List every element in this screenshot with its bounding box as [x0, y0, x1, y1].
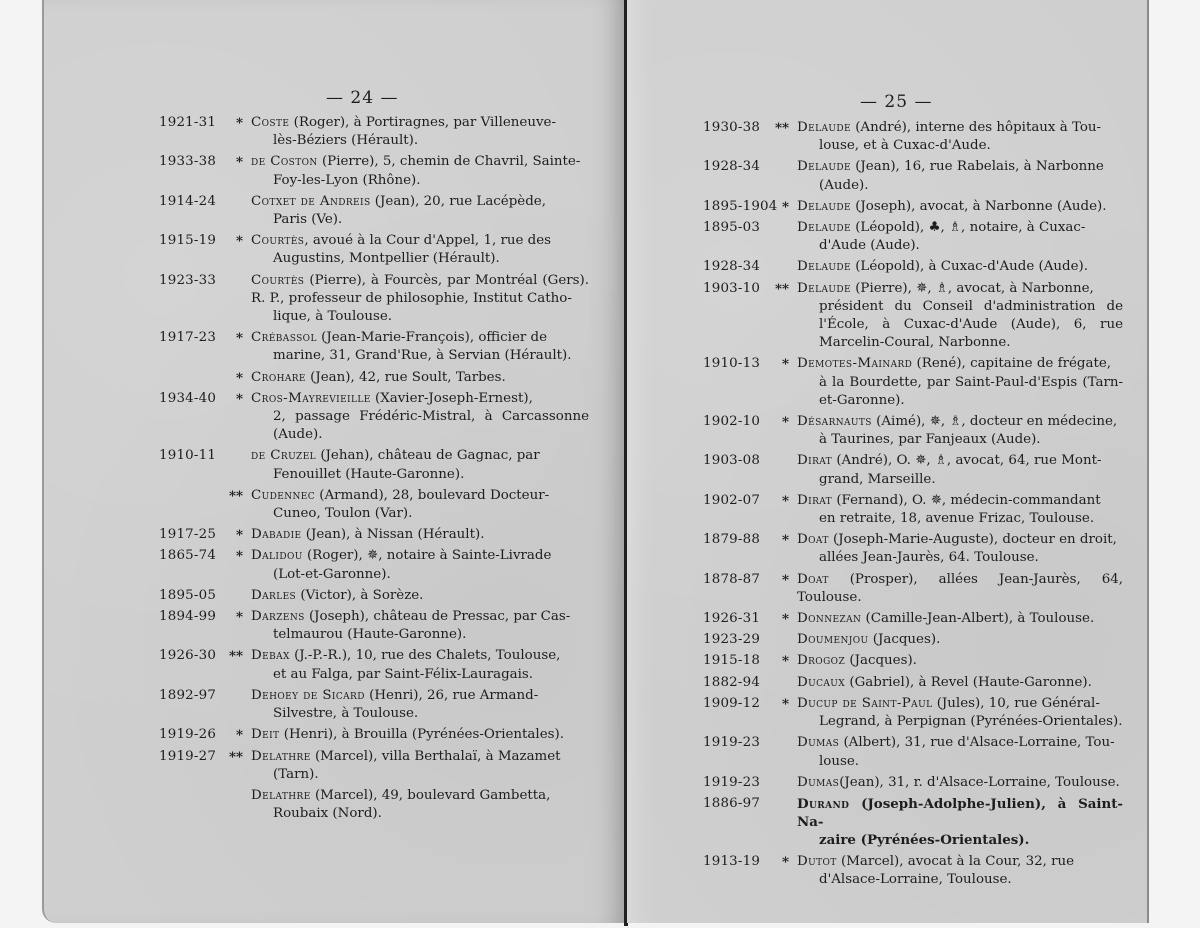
directory-entry [159, 748, 589, 784]
entry-surname: Doumenjou [797, 632, 869, 648]
entry-star-marks: * [235, 727, 243, 744]
entry-surname: Donnezan [797, 611, 862, 627]
entry-details: (Armand), 28, boulevard Docteur- [315, 487, 550, 503]
entry-years: 1934-40 [159, 390, 217, 406]
directory-entry [159, 390, 589, 445]
entry-surname: Darzens [251, 609, 305, 625]
entry-surname: Crébassol [251, 330, 317, 346]
entry-star-marks: * [781, 414, 789, 431]
entry-years: 1923-29 [703, 632, 761, 648]
entry-star-marks: ** [774, 280, 789, 297]
entry-surname: Courtès [251, 233, 305, 249]
directory-entry [159, 232, 589, 268]
entry-years: 1923-33 [159, 272, 217, 288]
entry-star-marks [765, 158, 797, 194]
entry-text [797, 413, 1123, 449]
entry-text [251, 369, 589, 387]
directory-entry [159, 608, 589, 644]
entry-years: 1915-18 [703, 653, 761, 669]
entry-details: (André), O. ✵, ♗, avocat, 64, rue Mont- [832, 453, 1102, 469]
entry-years: 1930-38 [703, 120, 761, 135]
entry-surname: Dehoey de Sicard [251, 687, 365, 703]
directory-entry [159, 726, 589, 744]
entry-years: 1913-19 [703, 853, 761, 869]
entry-text [251, 547, 589, 583]
entry-star-marks: * [781, 571, 789, 588]
entry-surname: Cros-Mayrevieille [251, 390, 371, 406]
entry-star-marks: * [235, 369, 243, 386]
entry-text [797, 119, 1123, 155]
entry-surname: Coste [251, 115, 290, 130]
entry-surname: Dirat [797, 453, 833, 469]
directory-entry [703, 853, 1123, 889]
entry-details: (Camille-Jean-Albert), à Toulouse. [861, 611, 1095, 627]
entry-star-marks [765, 219, 797, 255]
entry-surname: Delaude [797, 220, 851, 236]
entry-details: (Aimé), ✵, ♗, docteur en médecine, [871, 414, 1118, 430]
entry-details: (Marcel), 49, boulevard Gambetta, [310, 787, 551, 803]
entry-star-marks [219, 447, 251, 483]
entry-years: 1919-23 [703, 774, 761, 790]
entry-continuation: (Aude). [819, 177, 869, 193]
entry-details: (Albert), 31, rue d'Alsace-Lorraine, Tou- [839, 735, 1115, 751]
entry-text [797, 652, 1123, 670]
entry-star-marks: * [235, 330, 243, 347]
entry-years: 1917-25 [159, 527, 217, 543]
entry-star-marks [765, 674, 797, 692]
directory-entry [159, 787, 589, 823]
entry-text [251, 153, 589, 189]
entry-continuation: Fenouillet (Haute-Garonne). [273, 466, 465, 482]
entry-continuation: Augustins, Montpellier (Hérault). [273, 251, 500, 267]
entry-details: (Fernand), O. ✵, médecin-commandant [832, 492, 1101, 508]
entry-surname: Ducaux [797, 674, 846, 690]
entry-years: 1903-10 [703, 280, 761, 296]
entry-surname: Delaude [797, 280, 851, 296]
entry-years: 1926-30 [159, 648, 217, 664]
entry-text [797, 774, 1123, 792]
directory-entry [703, 119, 1123, 155]
entry-details: (Pierre), ✵, ♗, avocat, à Narbonne, [850, 280, 1094, 296]
entry-years: 1921-31 [159, 115, 217, 130]
entry-surname: Debax [251, 648, 290, 664]
right-entry-list [703, 119, 1123, 889]
entry-details: (Léopold), ♣, ♗, notaire, à Cuxac- [850, 220, 1086, 236]
entry-years: 1903-08 [703, 453, 761, 469]
entry-years: 1910-11 [159, 448, 217, 464]
entry-text [797, 452, 1123, 488]
directory-entry [703, 695, 1123, 731]
entry-details: (Jean), 31, r. d'Alsace-Lorraine, Toulouse. [839, 774, 1120, 790]
entry-details: (Jacques). [845, 653, 917, 669]
entry-star-marks: * [781, 695, 789, 712]
entry-years: 1919-23 [703, 735, 761, 751]
entry-details: (René), capitaine de frégate, [912, 356, 1112, 372]
entry-continuation: d'Aude (Aude). [819, 238, 920, 254]
directory-entry [703, 258, 1123, 276]
entry-surname: Ducup de Saint-Paul [797, 695, 933, 711]
entry-details: (Jean), à Nissan (Hérault). [301, 527, 485, 543]
entry-continuation: d'Alsace-Lorraine, Toulouse. [819, 871, 1012, 887]
entry-text [251, 526, 589, 544]
entry-star-marks: * [781, 853, 789, 870]
entry-years: 1910-13 [703, 356, 761, 372]
entry-star-marks: * [781, 532, 789, 549]
entry-continuation: Cuneo, Toulon (Var). [273, 506, 413, 522]
entry-text [797, 158, 1123, 194]
entry-text [251, 114, 589, 150]
entry-details: (Roger), ✵, notaire à Sainte-Livrade [302, 548, 552, 564]
entry-details: (Marcel), avocat à la Cour, 32, rue [836, 853, 1075, 869]
entry-continuation: à la Bourdette, par Saint-Paul-d'Espis (Tarn-et-Garonne). [819, 374, 1123, 408]
entry-text [797, 531, 1123, 567]
entry-star-marks [765, 795, 797, 850]
entry-continuation: telmaurou (Haute-Garonne). [273, 627, 467, 643]
entry-text [251, 587, 589, 605]
entry-details: (J.-P.-R.), 10, rue des Chalets, Toulouse, [289, 648, 561, 664]
entry-star-marks: ** [228, 487, 243, 504]
entry-surname: Dirat [797, 492, 833, 508]
entry-details: (Joseph-Marie-Auguste), docteur en droit, [828, 532, 1117, 548]
entry-star-marks [765, 452, 797, 488]
entry-text [797, 674, 1123, 692]
directory-entry [703, 795, 1123, 850]
entry-details: (Pierre), à Fourcès, par Montréal (Gers). R. P., professeur de philosophie, Institut Catho- [251, 272, 589, 306]
directory-entry [159, 447, 589, 483]
entry-text [251, 232, 589, 268]
directory-entry [159, 547, 589, 583]
directory-entry [159, 526, 589, 544]
entry-star-marks: * [235, 390, 243, 407]
entry-years: 1919-27 [159, 748, 217, 764]
entry-star-marks: * [781, 492, 789, 509]
entry-details: (Henri), 26, rue Armand- [364, 687, 539, 703]
entry-text [251, 447, 589, 483]
directory-entry [703, 652, 1123, 670]
entry-years: 1895-1904 [703, 198, 778, 214]
directory-entry [703, 774, 1123, 792]
entry-star-marks [765, 258, 797, 276]
entry-star-marks: * [235, 609, 243, 626]
entry-years: 1886-97 [703, 795, 761, 811]
entry-text [797, 571, 1123, 607]
entry-years: 1892-97 [159, 687, 217, 703]
directory-entry [159, 153, 589, 189]
entry-surname: Crohare [251, 369, 306, 385]
entry-star-marks: * [235, 233, 243, 250]
entry-years: 1895-03 [703, 220, 761, 236]
entry-continuation: Foy-les-Lyon (Rhône). [273, 172, 421, 188]
directory-entry [703, 674, 1123, 692]
entry-text [797, 280, 1123, 353]
entry-surname: Désarnauts [797, 414, 872, 430]
entry-star-marks: ** [774, 120, 789, 136]
left-page [42, 0, 627, 923]
directory-entry [159, 114, 589, 150]
entry-star-marks: * [781, 653, 789, 670]
entry-surname: Cudennec [251, 487, 316, 503]
entry-continuation: à Taurines, par Fanjeaux (Aude). [819, 432, 1041, 448]
entry-text [797, 610, 1123, 628]
entry-continuation: et au Falga, par Saint-Félix-Lauragais. [273, 666, 534, 682]
entry-surname: de Cruzel [251, 448, 317, 464]
directory-entry [703, 413, 1123, 449]
directory-entry [159, 487, 589, 523]
entry-continuation: allées Jean-Jaurès, 64. Toulouse. [819, 550, 1039, 566]
entry-text [797, 695, 1123, 731]
entry-details: (Jean-Marie-François), officier de [316, 330, 548, 346]
entry-continuation: Silvestre, à Toulouse. [273, 706, 419, 722]
entry-surname: Dutot [797, 853, 837, 869]
entry-continuation: zaire (Pyrénées-Orientales). [819, 832, 1030, 849]
entry-details: (Léopold), à Cuxac-d'Aude (Aude). [850, 259, 1089, 275]
entry-surname: Delaude [797, 120, 851, 135]
entry-star-marks: * [235, 527, 243, 544]
directory-entry [159, 647, 589, 683]
entry-surname: Durand [797, 795, 850, 812]
entry-surname: Darles [251, 587, 297, 603]
entry-details: (Pierre), 5, chemin de Chavril, Sainte- [317, 154, 581, 170]
entry-years: 1919-26 [159, 727, 217, 743]
entry-details: (Xavier-Joseph-Ernest), [370, 390, 533, 406]
entry-continuation: grand, Marseille. [819, 471, 936, 487]
entry-text [251, 687, 589, 723]
entry-surname: Doat [797, 532, 829, 548]
entry-surname: Delaude [797, 198, 851, 214]
entry-details: (Jacques). [868, 632, 941, 648]
entry-surname: Demotes-Mainard [797, 356, 913, 372]
entry-text [251, 329, 589, 365]
entry-text [797, 355, 1123, 410]
entry-surname: Deit [251, 727, 280, 743]
entry-text [251, 193, 589, 229]
entry-years: 1902-10 [703, 414, 761, 430]
entry-details: (Prosper), allées Jean-Jaurès, 64, Toulouse. [797, 571, 1123, 605]
entry-continuation: Paris (Ve). [273, 212, 343, 228]
entry-continuation: (Tarn). [273, 766, 319, 782]
entry-surname: Courtès [251, 272, 305, 288]
entry-details: (Joseph-Adolphe-Julien), à Saint-Na- [797, 795, 1123, 831]
entry-continuation: louse. [819, 753, 860, 769]
directory-entry [703, 610, 1123, 628]
entry-text [251, 647, 589, 683]
entry-text [797, 198, 1123, 216]
entry-star-marks: ** [228, 648, 243, 665]
entry-star-marks [219, 787, 251, 823]
entry-text [251, 787, 589, 823]
directory-entry [703, 734, 1123, 770]
entry-surname: Dumas [797, 735, 840, 751]
entry-years: 1878-87 [703, 571, 761, 587]
entry-star-marks: * [781, 611, 789, 628]
directory-entry [703, 492, 1123, 528]
entry-star-marks: * [235, 115, 243, 131]
entry-years: 1917-23 [159, 330, 217, 346]
entry-continuation: lès-Béziers (Hérault). [273, 133, 419, 149]
entry-surname: Cotxet de Andreis [251, 193, 371, 209]
entry-star-marks [765, 774, 797, 792]
entry-star-marks [219, 193, 251, 229]
entry-star-marks [219, 272, 251, 327]
entry-details: (Jean), 20, rue Lacépède, [370, 193, 546, 209]
entry-text [797, 853, 1123, 889]
entry-details: (Gabriel), à Revel (Haute-Garonne). [845, 674, 1092, 690]
entry-years: 1915-19 [159, 233, 217, 249]
entry-text [251, 272, 589, 327]
entry-text [251, 487, 589, 523]
directory-entry [703, 631, 1123, 649]
left-entry-list [159, 114, 589, 823]
entry-continuation: marine, 31, Grand'Rue, à Servian (Hérault). [273, 348, 572, 364]
entry-star-marks: * [235, 548, 243, 565]
entry-years [159, 369, 219, 387]
entry-details: (Jules), 10, rue Général- [932, 695, 1100, 711]
entry-surname: Delathre [251, 748, 311, 764]
entry-details: (Jean), 16, rue Rabelais, à Narbonne [850, 159, 1104, 175]
entry-details: (Joseph), château de Pressac, par Cas- [304, 609, 571, 625]
directory-entry [159, 193, 589, 229]
directory-entry [703, 158, 1123, 194]
entry-text [251, 390, 589, 445]
right-page [627, 0, 1149, 923]
directory-entry [159, 369, 589, 387]
directory-entry [159, 329, 589, 365]
entry-continuation: lique, à Toulouse. [273, 309, 393, 325]
entry-star-marks [219, 587, 251, 605]
directory-entry [159, 687, 589, 723]
directory-entry [159, 272, 589, 327]
entry-details: (Marcel), villa Berthalaï, à Mazamet [310, 748, 561, 764]
entry-text [251, 608, 589, 644]
entry-continuation: Roubaix (Nord). [273, 806, 382, 822]
entry-continuation: 2, passage Frédéric-Mistral, à Carcassonne (Aude). [273, 409, 589, 443]
entry-surname: Dabadie [251, 527, 302, 543]
entry-surname: Delathre [251, 787, 311, 803]
entry-details: (Jehan), château de Gagnac, par [316, 448, 540, 464]
directory-entry [703, 355, 1123, 410]
entry-years: 1902-07 [703, 492, 761, 508]
entry-surname: Delaude [797, 259, 851, 275]
entry-text [797, 795, 1123, 850]
entry-text [797, 492, 1123, 528]
entry-years: 1928-34 [703, 159, 761, 175]
entry-years: 1895-05 [159, 587, 217, 603]
entry-star-marks: * [781, 356, 789, 373]
entry-years: 1865-74 [159, 548, 217, 564]
entry-details: (Jean), 42, rue Soult, Tarbes. [305, 369, 506, 385]
entry-years [159, 487, 219, 523]
entry-continuation: Legrand, à Perpignan (Pyrénées-Orientales). [819, 714, 1123, 730]
page-number-right: — 25 — [860, 92, 933, 112]
entry-years: 1909-12 [703, 695, 761, 711]
entry-continuation: président du Conseil d'administration de l'École, à Cuxac-d'Aude (Aude), 6, rue Marcelin-Coural, Narbonne. [819, 298, 1123, 351]
entry-details: (Joseph), avocat, à Narbonne (Aude). [850, 198, 1107, 214]
entry-surname: Drogoz [797, 653, 846, 669]
entry-surname: de Coston [251, 154, 318, 170]
entry-surname: Dalidou [251, 548, 303, 564]
entry-text [251, 726, 589, 744]
entry-years: 1879-88 [703, 532, 761, 548]
directory-entry [703, 198, 1123, 216]
entry-details: (André), interne des hôpitaux à Tou- [850, 120, 1102, 135]
entry-continuation: (Lot-et-Garonne). [273, 566, 391, 582]
entry-details: (Victor), à Sorèze. [296, 587, 424, 603]
entry-star-marks [765, 631, 797, 649]
entry-years: 1894-99 [159, 609, 217, 625]
entry-text [797, 258, 1123, 276]
directory-entry [159, 587, 589, 605]
entry-text [797, 734, 1123, 770]
entry-years [159, 787, 219, 823]
entry-star-marks: * [235, 154, 243, 171]
entry-surname: Doat [797, 571, 829, 587]
directory-entry [703, 280, 1123, 353]
entry-continuation: louse, et à Cuxac-d'Aude. [819, 138, 991, 154]
entry-details: , avoué à la Cour d'Appel, 1, rue des [304, 233, 552, 249]
entry-text [797, 219, 1123, 255]
entry-years: 1926-31 [703, 611, 761, 627]
entry-surname: Dumas [797, 774, 840, 790]
entry-years: 1928-34 [703, 259, 761, 275]
entry-details: (Roger), à Portiragnes, par Villeneuve- [289, 115, 556, 130]
entry-years: 1914-24 [159, 193, 217, 209]
entry-text [251, 748, 589, 784]
entry-text [797, 631, 1123, 649]
entry-years: 1933-38 [159, 154, 217, 170]
entry-star-marks [765, 734, 797, 770]
entry-star-marks: * [781, 198, 789, 215]
entry-years: 1882-94 [703, 674, 761, 690]
entry-surname: Delaude [797, 159, 851, 175]
entry-star-marks: ** [228, 748, 243, 765]
directory-entry [703, 571, 1123, 607]
directory-entry [703, 219, 1123, 255]
page-number-left: — 24 — [326, 88, 399, 108]
entry-star-marks [219, 687, 251, 723]
entry-details: (Henri), à Brouilla (Pyrénées-Orientales). [279, 727, 564, 743]
directory-entry [703, 452, 1123, 488]
entry-continuation: en retraite, 18, avenue Frizac, Toulouse. [819, 511, 1095, 527]
directory-entry [703, 531, 1123, 567]
